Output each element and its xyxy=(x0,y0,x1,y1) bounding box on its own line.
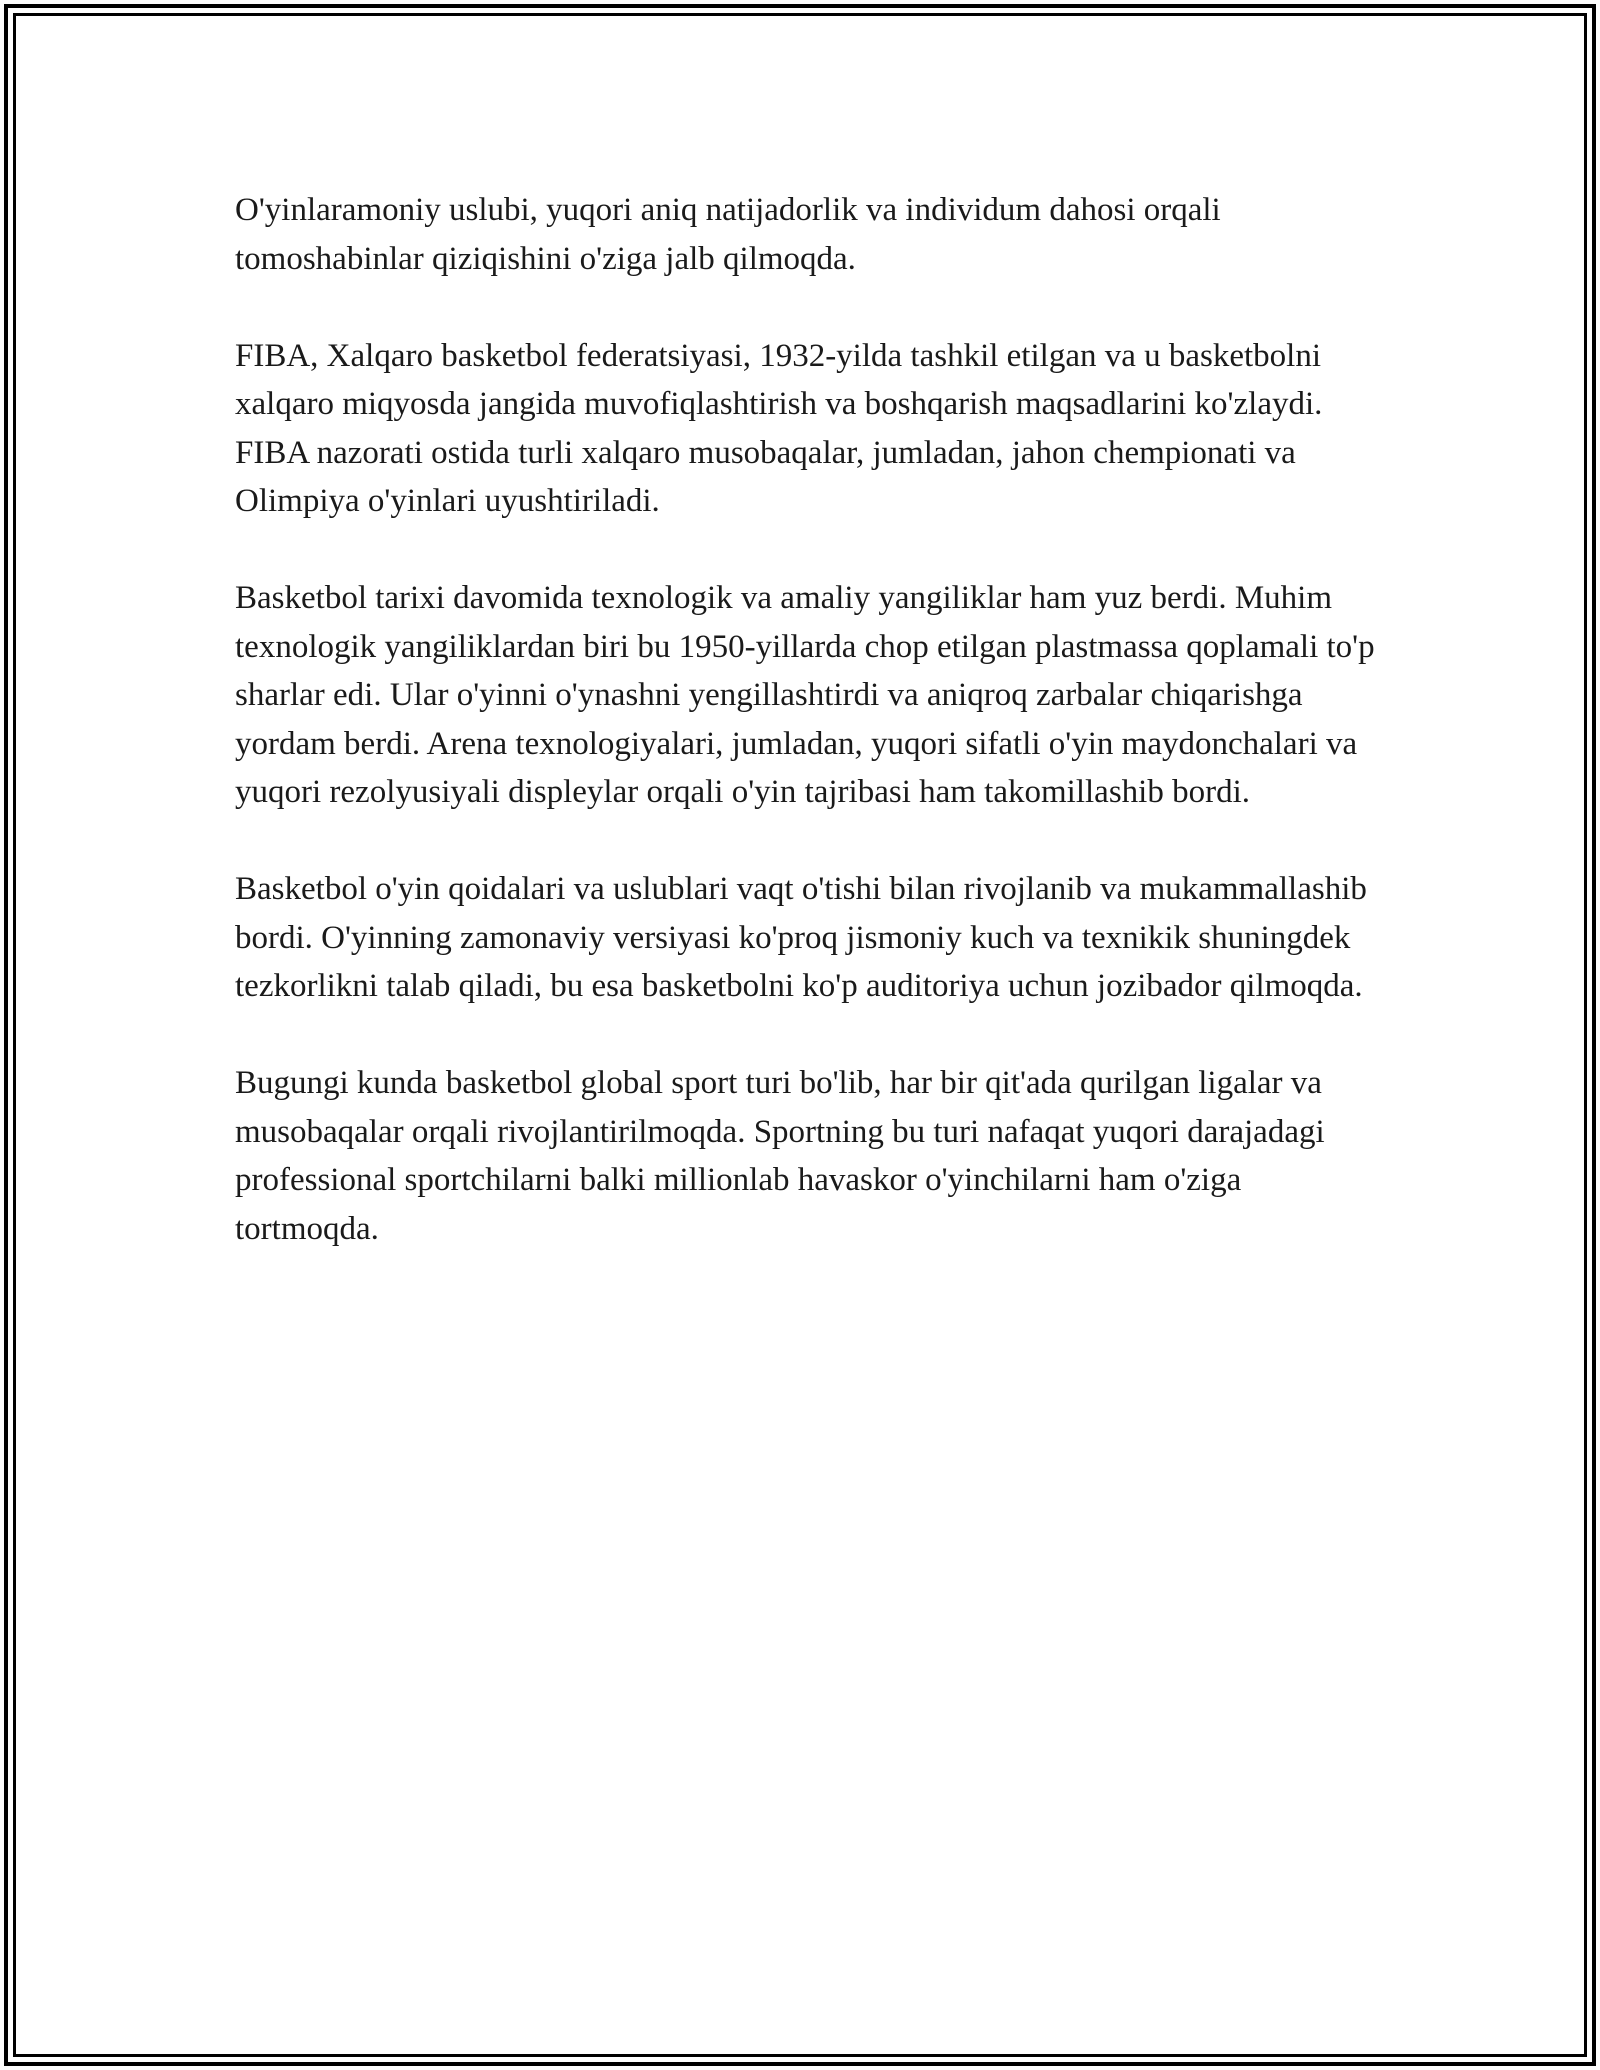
paragraph: Bugungi kunda basketbol global sport turi bo'lib, har bir qit'ada qurilgan ligalar va musobaqalar orqali rivojlantirilmoqda. Sportning bu turi nafaqat yuqori darajadagi professional sportchilarni balki millionlab havaskor o'yinchilarni ham o'ziga tortmoqda. xyxy=(235,1065,1325,1247)
document-body xyxy=(235,186,1385,1302)
paragraph: FIBA, Xalqaro basketbol federatsiyasi, 1932-yilda tashkil etilgan va u basketbolni xalqaro miqyosda jangida muvofiqlashtirish va boshqarish maqsadlarini ko'zlaydi. FIBA nazorati ostida turli xalqaro musobaqalar, jumladan, jahon chempionati va Olimpiya o'yinlari uyushtiriladi. xyxy=(235,337,1323,519)
paragraph: Basketbol tarixi davomida texnologik va amaliy yangiliklar ham yuz berdi. Muhim texnologik yangiliklardan biri bu 1950-yillarda chop etilgan plastmassa qoplamali to'p sharlar edi. Ular o'yinni o'ynashni yengillashtirdi va aniqroq zarbalar chiqarishga yordam berdi. Arena texnologiyalari, jumladan, yuqori sifatli o'yin maydonchalari va yuqori rezolyusiyali displeylar orqali o'yin tajribasi ham takomillashib bordi. xyxy=(235,580,1375,810)
paragraph: Basketbol o'yin qoidalari va uslublari vaqt o'tishi bilan rivojlanib va mukammallashib bordi. O'yinning zamonaviy versiyasi ko'proq jismoniy kuch va texnikik shuningdek tezkorlikni talab qiladi, bu esa basketbolni ko'p auditoriya uchun jozibador qilmoqda. xyxy=(235,871,1367,1004)
paragraph: O'yinlaramoniy uslubi, yuqori aniq natijadorlik va individum dahosi orqali tomoshabinlar qiziqishini o'ziga jalb qilmoqda. xyxy=(235,192,1221,277)
